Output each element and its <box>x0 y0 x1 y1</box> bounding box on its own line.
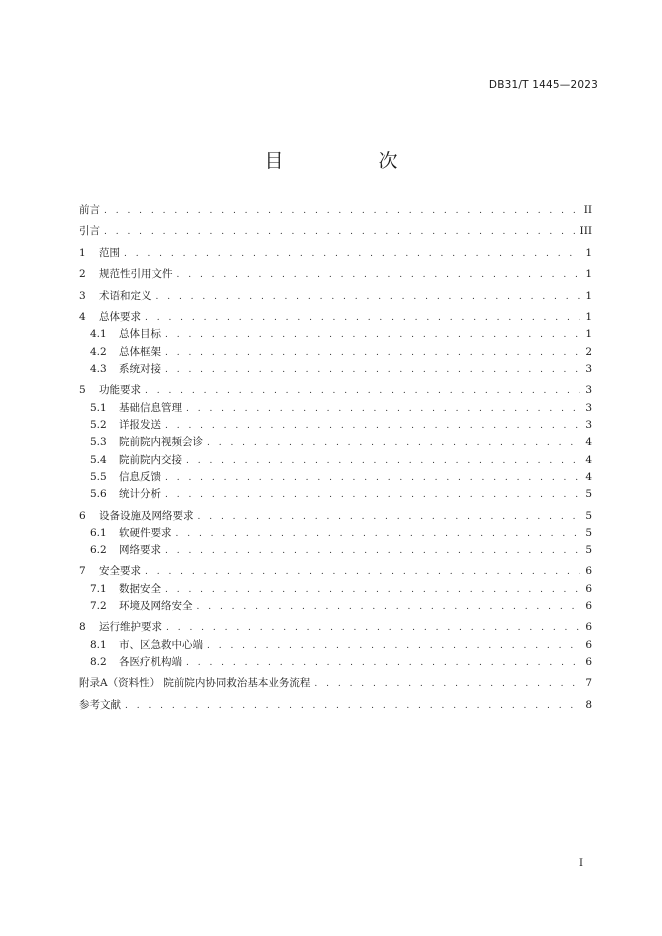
toc-leader-dots <box>124 249 580 259</box>
toc-entry-number: 5.5 <box>90 470 107 483</box>
toc-entry-title: 统计分析 <box>119 488 161 501</box>
toc-entry-number: 5.3 <box>90 436 107 449</box>
toc-leader-dots <box>165 473 580 483</box>
toc-entry[interactable] <box>79 654 592 671</box>
toc-entry-label <box>90 542 161 557</box>
toc-entry-title: 信息反馈 <box>119 470 161 483</box>
toc-entry[interactable] <box>79 202 592 219</box>
toc-entry-label <box>79 697 121 712</box>
toc-entry-title: 范围 <box>99 246 120 259</box>
toc-entry-title: 术语和定义 <box>99 289 152 302</box>
toc-entry-page: 3 <box>585 384 592 397</box>
toc-entry-label <box>90 469 161 484</box>
toc-entry-number: 4 <box>79 311 86 324</box>
toc-entry-label <box>90 637 203 652</box>
toc-entry-label <box>90 486 161 501</box>
toc-entry-label <box>79 266 173 281</box>
toc-entry[interactable] <box>79 417 592 434</box>
toc-entry-page: 1 <box>585 328 592 341</box>
toc-entry-label <box>79 675 310 690</box>
toc-entry-page: 3 <box>585 418 592 431</box>
toc-entry-label <box>79 563 141 578</box>
toc-entry-number: 5 <box>79 384 86 397</box>
toc-entry-number: 3 <box>79 289 86 302</box>
toc-entry-title: 设备设施及网络要求 <box>99 509 194 522</box>
toc-entry-title: 运行维护要求 <box>99 621 162 634</box>
toc-entry[interactable] <box>79 382 592 399</box>
toc-entry-title: 院前院内交接 <box>119 453 182 466</box>
toc-leader-dots <box>166 623 580 633</box>
toc-entry-number: 7.1 <box>90 582 107 595</box>
toc-entry-page: 1 <box>585 246 592 259</box>
toc-entry-page: 6 <box>585 600 592 613</box>
page-number: I <box>579 858 583 869</box>
toc-entry-label <box>90 344 161 359</box>
toc-entry-page: 7 <box>585 677 592 690</box>
toc-entry-number: 4.1 <box>90 328 107 341</box>
toc-entry-number: 5.2 <box>90 418 107 431</box>
toc-entry[interactable] <box>79 452 592 469</box>
toc-entry-label <box>90 361 161 376</box>
toc-entry[interactable] <box>79 525 592 542</box>
toc-entry-number: 6 <box>79 509 86 522</box>
toc-entry[interactable] <box>79 223 592 240</box>
toc-leader-dots <box>176 529 581 539</box>
toc-entry-label <box>90 400 182 415</box>
toc-entry-number: 8 <box>79 621 86 634</box>
toc-leader-dots <box>165 421 580 431</box>
toc-leader-dots <box>145 386 580 396</box>
toc-entry-label <box>79 619 162 634</box>
toc-leader-dots <box>207 641 580 651</box>
toc-entry-number: 5.4 <box>90 453 107 466</box>
toc-entry[interactable] <box>79 598 592 615</box>
toc-entry-label <box>79 202 100 217</box>
toc-entry-label <box>90 598 193 613</box>
toc-entry-title: 规范性引用文件 <box>99 268 173 281</box>
toc-entry[interactable] <box>79 675 592 692</box>
toc-entry[interactable] <box>79 400 592 417</box>
toc-entry-title: 总体目标 <box>119 328 161 341</box>
toc-entry-label <box>79 288 152 303</box>
toc-entry-title: 前言 <box>79 204 100 217</box>
toc-entry-title: 总体要求 <box>99 311 141 324</box>
toc-entry-title: 基础信息管理 <box>119 401 182 414</box>
toc-entry-number: 1 <box>79 246 86 259</box>
toc-entry-number: 7.2 <box>90 600 107 613</box>
toc-leader-dots <box>165 365 580 375</box>
toc-entry-page: 3 <box>585 362 592 375</box>
toc-entry-page: 6 <box>585 621 592 634</box>
toc-entry-number: 4.3 <box>90 362 107 375</box>
toc-entry-title: 院前院内视频会诊 <box>119 436 203 449</box>
toc-entry[interactable] <box>79 581 592 598</box>
toc-entry-label <box>90 452 182 467</box>
toc-entry-title: 各医疗机构端 <box>119 656 182 669</box>
toc-entry-number: 2 <box>79 268 86 281</box>
toc-entry[interactable] <box>79 563 592 580</box>
toc-entry-page: 6 <box>585 582 592 595</box>
toc-leader-dots <box>197 602 581 612</box>
toc-entry[interactable] <box>79 469 592 486</box>
toc-entry-number: 5.1 <box>90 401 107 414</box>
toc-leader-dots <box>145 567 580 577</box>
toc-entry-label <box>90 581 161 596</box>
document-id: DB31/T 1445—2023 <box>488 79 598 91</box>
toc-entry-page: 1 <box>585 311 592 324</box>
toc-entry-page: II <box>583 204 592 217</box>
toc-leader-dots <box>145 313 580 323</box>
toc-entry-page: 6 <box>585 656 592 669</box>
toc-entry[interactable] <box>79 266 592 283</box>
toc-leader-dots <box>186 456 580 466</box>
toc-entry-page: 1 <box>585 289 592 302</box>
toc-entry-page: 4 <box>585 453 592 466</box>
toc-leader-dots <box>156 292 581 302</box>
toc-entry-number: 5.6 <box>90 488 107 501</box>
toc-entry-number: 7 <box>79 565 86 578</box>
toc-entry-number: 4.2 <box>90 345 107 358</box>
toc-leader-dots <box>104 206 580 216</box>
toc-entry[interactable] <box>79 508 592 525</box>
toc-entry-label <box>90 525 172 540</box>
toc-leader-dots <box>186 404 580 414</box>
toc-entry-title: 网络要求 <box>119 544 161 557</box>
toc-entry-title: 安全要求 <box>99 565 141 578</box>
toc-leader-dots <box>165 330 580 340</box>
toc-entry-page: 6 <box>585 638 592 651</box>
toc-entry-page: 4 <box>585 470 592 483</box>
toc-entry-page: 4 <box>585 436 592 449</box>
toc-entry[interactable] <box>79 288 592 305</box>
toc-entry-page: 3 <box>585 401 592 414</box>
toc-entry-page: 6 <box>585 565 592 578</box>
toc-entry-label <box>79 309 141 324</box>
toc-leader-dots <box>165 490 580 500</box>
toc-entry-title: 参考文献 <box>79 698 121 711</box>
toc-leader-dots <box>314 679 580 689</box>
toc-leader-dots <box>165 348 580 358</box>
toc-leader-dots <box>207 438 580 448</box>
toc-entry-label <box>90 434 203 449</box>
toc-leader-dots <box>104 227 576 237</box>
toc-entry-number: 8.2 <box>90 656 107 669</box>
toc-entry-title: 数据安全 <box>119 582 161 595</box>
toc-entry[interactable] <box>79 344 592 361</box>
toc-entry-title: 附录A（资料性） 院前院内协同救治基本业务流程 <box>79 677 311 690</box>
toc-entry-label <box>90 326 161 341</box>
toc-entry-label <box>79 508 194 523</box>
toc-entry-title: 总体框架 <box>119 345 161 358</box>
toc-leader-dots <box>186 658 580 668</box>
toc-entry[interactable] <box>79 486 592 503</box>
toc-entry-label <box>90 654 182 669</box>
toc-entry[interactable] <box>79 245 592 262</box>
toc-entry[interactable] <box>79 434 592 451</box>
toc-entry-title: 系统对接 <box>119 362 161 375</box>
toc-leader-dots <box>177 270 581 280</box>
toc-leader-dots <box>165 546 580 556</box>
toc-entry-label <box>90 417 161 432</box>
toc-leader-dots <box>198 512 581 522</box>
table-of-contents <box>79 198 592 714</box>
toc-entry-label <box>79 245 120 260</box>
toc-entry-title: 软硬件要求 <box>119 526 172 539</box>
toc-entry-page: III <box>579 225 592 238</box>
toc-entry-label <box>79 223 100 238</box>
toc-entry-label <box>79 382 141 397</box>
toc-entry-page: 5 <box>585 526 592 539</box>
toc-entry-page: 8 <box>585 698 592 711</box>
toc-title: 目 次 <box>264 150 436 172</box>
toc-entry-title: 引言 <box>79 225 100 238</box>
toc-entry[interactable] <box>79 361 592 378</box>
toc-entry[interactable] <box>79 326 592 343</box>
toc-entry-number: 6.2 <box>90 544 107 557</box>
toc-entry-title: 详报发送 <box>119 418 161 431</box>
toc-entry-title: 市、区急救中心端 <box>119 638 203 651</box>
toc-leader-dots <box>125 701 580 711</box>
toc-entry-number: 8.1 <box>90 638 107 651</box>
toc-entry-page: 5 <box>585 544 592 557</box>
toc-entry-page: 2 <box>585 345 592 358</box>
toc-entry-title: 功能要求 <box>99 384 141 397</box>
toc-entry-page: 5 <box>585 509 592 522</box>
toc-entry-title: 环境及网络安全 <box>119 600 193 613</box>
toc-entry[interactable] <box>79 309 592 326</box>
toc-entry[interactable] <box>79 637 592 654</box>
toc-entry[interactable] <box>79 619 592 636</box>
toc-entry[interactable] <box>79 697 592 714</box>
toc-entry-page: 5 <box>585 488 592 501</box>
toc-entry-page: 1 <box>585 268 592 281</box>
toc-entry-number: 6.1 <box>90 526 107 539</box>
toc-entry[interactable] <box>79 542 592 559</box>
toc-leader-dots <box>165 585 580 595</box>
